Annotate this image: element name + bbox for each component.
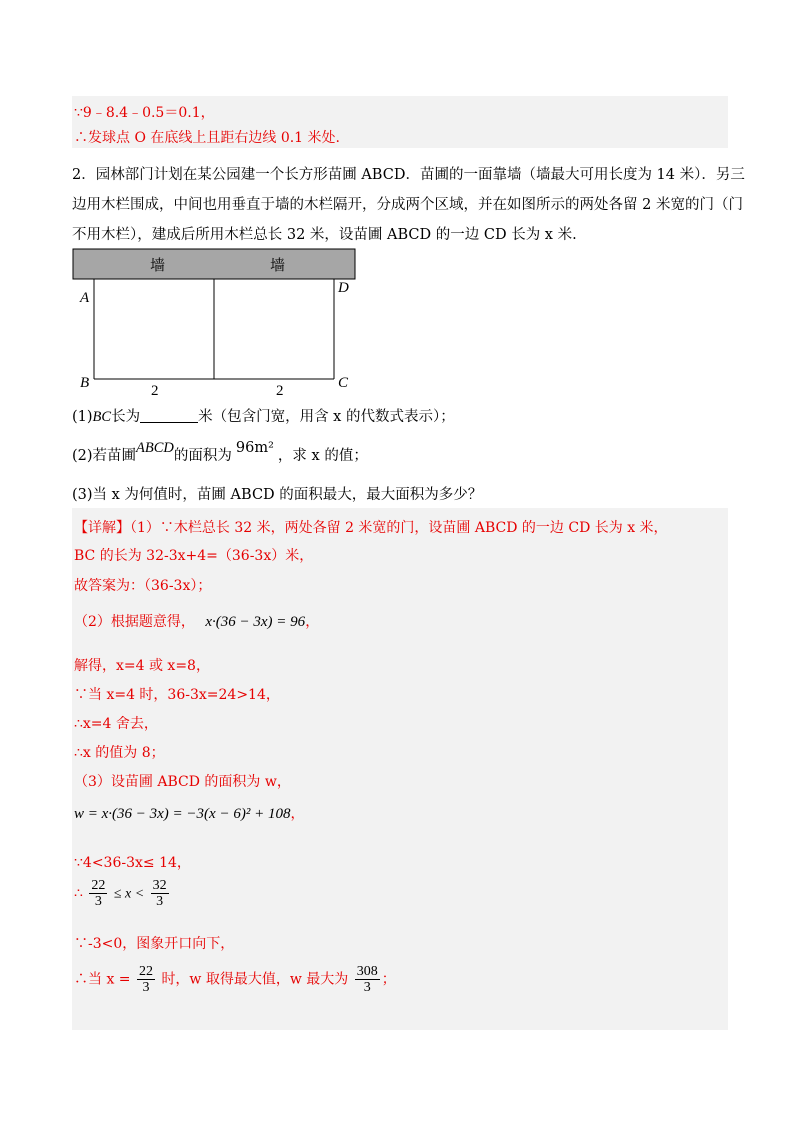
solution-line: （2）根据题意得， x·(36 − 3x) = 96， (74, 614, 320, 630)
wall-label: 墙 (270, 256, 286, 274)
previous-solution-block (72, 96, 728, 148)
solution-line: ∵9﹣8.4﹣0.5＝0.1， (74, 105, 215, 121)
gate-width-label: 2 (151, 383, 159, 396)
solution-block (72, 508, 728, 1030)
question-3: (3)当 x 为何值时，苗圃 ABCD 的面积最大，最大面积为多少？ (72, 487, 483, 503)
answer-blank (140, 408, 198, 423)
wall (73, 249, 355, 279)
solution-line: （3）设苗圃 ABCD 的面积为 w， (74, 774, 291, 790)
problem-text-line: 2．园林部门计划在某公园建一个长方形苗圃 ABCD．苗圃的一面靠墙（墙最大可用长度为 14 米）．另三 (72, 167, 745, 183)
solution-line: 故答案为：（36-3x）； (74, 578, 212, 594)
vertex-label-a: A (80, 290, 90, 306)
question-2: (2)若苗圃ABCD的面积为 96m² ，求 x 的值； (72, 440, 368, 464)
solution-line: ∴x=4 舍去， (74, 716, 158, 732)
solution-line: ∴当 x = $\frac{22}{3}$ 时，w 取得最大值，w 最大为 $\frac{308}{3}$ ； (74, 964, 396, 995)
question-1: (1)BC长为 米（包含门宽，用含 x 的代数式表示）； (72, 409, 455, 425)
solution-line: w = x·(36 − 3x) = −3(x − 6)² + 108， (74, 806, 305, 822)
fraction: $\frac{308}{3}$ (356, 964, 378, 995)
equation: w = x·(36 − 3x) = −3(x − 6)² + 108 (74, 806, 291, 822)
solution-line: 【详解】（1）∵木栏总长 32 米，两处各留 2 米宽的门，设苗圃 ABCD 的一边 CD 长为 x 米， (74, 520, 668, 536)
solution-line: ∵4<36-3x≤ 14， (74, 855, 191, 871)
garden-figure (0, 246, 800, 396)
solution-line: ∴ $\frac{22}{3}$ ≤ x < $\frac{32}{3}$ (74, 878, 167, 909)
vertex-label-b: B (80, 375, 90, 391)
gate-width-label: 2 (276, 383, 284, 396)
fraction: $\frac{22}{3}$ (138, 964, 153, 995)
problem-text-line: 边用木栏围成，中间也用垂直于墙的木栏隔开，分成两个区域，并在如图所示的两处各留 2 米宽的门（门 (72, 197, 743, 213)
problem-text-line: 不用木栏），建成后所用木栏总长 32 米，设苗圃 ABCD 的一边 CD 长为 x 米. (72, 227, 577, 243)
solution-line: ∴x 的值为 8； (74, 745, 165, 761)
fraction: $\frac{32}{3}$ (152, 878, 167, 909)
solution-line: 解得，x=4 或 x=8， (74, 658, 210, 674)
solution-line: BC 的长为 32-3x+4=（36-3x）米， (74, 548, 314, 564)
solution-line: ∴发球点 O 在底线上且距右边线 0.1 米处. (74, 130, 340, 146)
vertex-label-c: C (338, 375, 349, 391)
solution-line: ∵-3<0，图象开口向下， (74, 936, 235, 952)
wall-label: 墙 (150, 256, 166, 274)
fraction: $\frac{22}{3}$ (91, 878, 106, 909)
vertex-label-d: D (338, 280, 349, 296)
equation: x·(36 − 3x) = 96 (205, 614, 306, 630)
solution-line: ∵当 x=4 时，36-3x=24>14， (74, 687, 280, 703)
